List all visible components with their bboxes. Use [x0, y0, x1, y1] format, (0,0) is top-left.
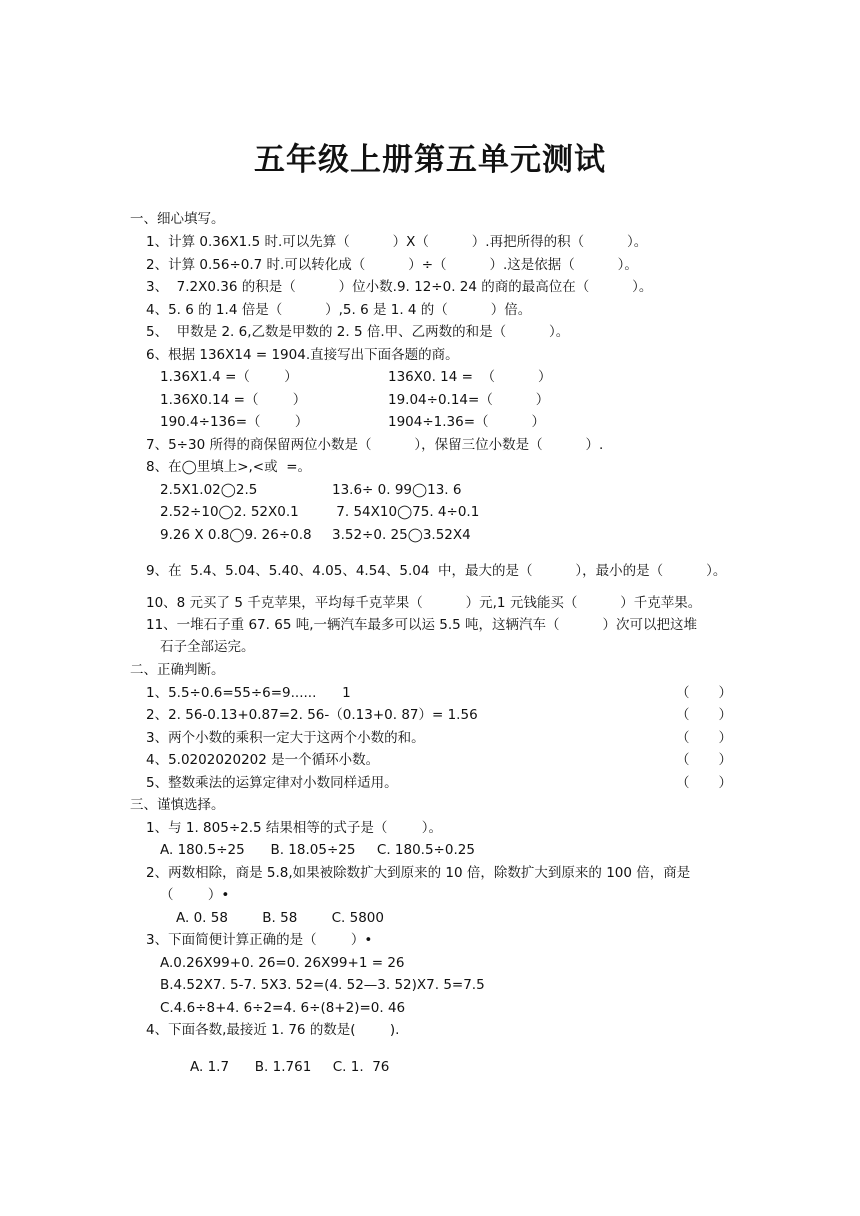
q8-item: 2.52÷10◯2. 52X0.1 [160, 504, 299, 520]
choice-option-3c: C.4.6÷8+4. 6÷2=4. 6÷(8+2)=0. 46 [160, 1000, 406, 1016]
question-1-5: 5、 甲数是 2. 6,乙数是甲数的 2. 5 倍.甲、乙两数的和是（ ）。 [146, 324, 570, 340]
page-title: 五年级上册第五单元测试 [254, 142, 606, 178]
question-1-9: 9、在 5.4、5.04、5.40、4.05、4.54、5.04 中，最大的是（ ），最小的是（ ）。 [146, 563, 727, 579]
choice-option-3b: B.4.52X7. 5-7. 5X3. 52=(4. 52—3. 52)X7. 5=7.5 [160, 977, 485, 993]
choice-question-2-continued: （ ）• [160, 887, 230, 903]
q8-item: 7. 54X10◯75. 4÷0.1 [332, 504, 480, 520]
q6-item: 19.04÷0.14=（ ） [388, 392, 550, 408]
choice-option-3a: A.0.26X99+0. 26=0. 26X99+1 = 26 [160, 955, 405, 971]
q8-item: 3.52÷0. 25◯3.52X4 [332, 527, 471, 543]
answer-paren: （ ） [676, 707, 732, 723]
choice-question-2: 2、两数相除，商是 5.8,如果被除数扩大到原来的 10 倍，除数扩大到原来的 100 倍，商是 [146, 865, 691, 881]
judge-item: 5、整数乘法的运算定律对小数同样适用。 [146, 775, 398, 791]
answer-paren: （ ） [676, 730, 732, 746]
judge-item: 3、两个小数的乘积一定大于这两个小数的和。 [146, 730, 425, 746]
q8-item: 13.6÷ 0. 99◯13. 6 [332, 482, 462, 498]
question-1-3: 3、 7.2X0.36 的积是（ ）位小数.9. 12÷0. 24 的商的最高位在（ ）。 [146, 279, 653, 295]
judge-item: 1、5.5÷0.6=55÷6=9...... 1 [146, 685, 351, 701]
answer-paren: （ ） [676, 752, 732, 768]
answer-paren: （ ） [676, 685, 732, 701]
question-1-10: 10、8 元买了 5 千克苹果，平均每千克苹果（ ）元,1 元钱能买（ ）千克苹果。 [146, 595, 702, 611]
choice-options-1: A. 180.5÷25 B. 18.05÷25 C. 180.5÷0.25 [160, 842, 475, 858]
q6-item: 190.4÷136=（ ） [160, 414, 309, 430]
question-1-8: 8、在◯里填上>,<或 =。 [146, 459, 312, 475]
section-heading-true-false: 二、正确判断。 [130, 662, 225, 678]
judge-item: 4、5.0202020202 是一个循环小数。 [146, 752, 380, 768]
question-1-4: 4、5. 6 的 1.4 倍是（ ）,5. 6 是 1. 4 的（ ）倍。 [146, 302, 532, 318]
choice-question-3: 3、下面简便计算正确的是（ ）• [146, 932, 373, 948]
q8-item: 2.5X1.02◯2.5 [160, 482, 258, 498]
choice-question-4: 4、下面各数,最接近 1. 76 的数是( ). [146, 1022, 400, 1038]
question-1-11: 11、一堆石子重 67. 65 吨,一辆汽车最多可以运 5.5 吨，这辆汽车（ ）次可以把这堆 [146, 617, 697, 633]
question-1-7: 7、5÷30 所得的商保留两位小数是（ ），保留三位小数是（ ）. [146, 437, 604, 453]
choice-options-2: A. 0. 58 B. 58 C. 5800 [176, 910, 384, 926]
q6-item: 1.36X1.4 =（ ） [160, 369, 298, 385]
q6-item: 1904÷1.36=（ ） [388, 414, 545, 430]
question-1-1: 1、计算 0.36X1.5 时.可以先算（ ）X（ ）.再把所得的积（ ）。 [146, 234, 648, 250]
answer-paren: （ ） [676, 775, 732, 791]
question-1-11-continued: 石子全部运完。 [160, 639, 255, 655]
section-heading-fill-in: 一、细心填写。 [130, 211, 225, 227]
choice-options-4: A. 1.7 B. 1.761 C. 1. 76 [190, 1059, 390, 1075]
section-heading-multiple-choice: 三、谨慎选择。 [130, 797, 225, 813]
question-1-6: 6、根据 136X14 = 1904.直接写出下面各题的商。 [146, 347, 459, 363]
question-1-2: 2、计算 0.56÷0.7 时.可以转化成（ ）÷（ ）.这是依据（ ）。 [146, 257, 638, 273]
choice-question-1: 1、与 1. 805÷2.5 结果相等的式子是（ ）。 [146, 820, 442, 836]
q6-item: 136X0. 14 = （ ） [388, 369, 552, 385]
judge-item: 2、2. 56-0.13+0.87=2. 56-（0.13+0. 87）= 1.56 [146, 707, 478, 723]
q8-item: 9.26 X 0.8◯9. 26÷0.8 [160, 527, 312, 543]
q6-item: 1.36X0.14 =（ ） [160, 392, 307, 408]
